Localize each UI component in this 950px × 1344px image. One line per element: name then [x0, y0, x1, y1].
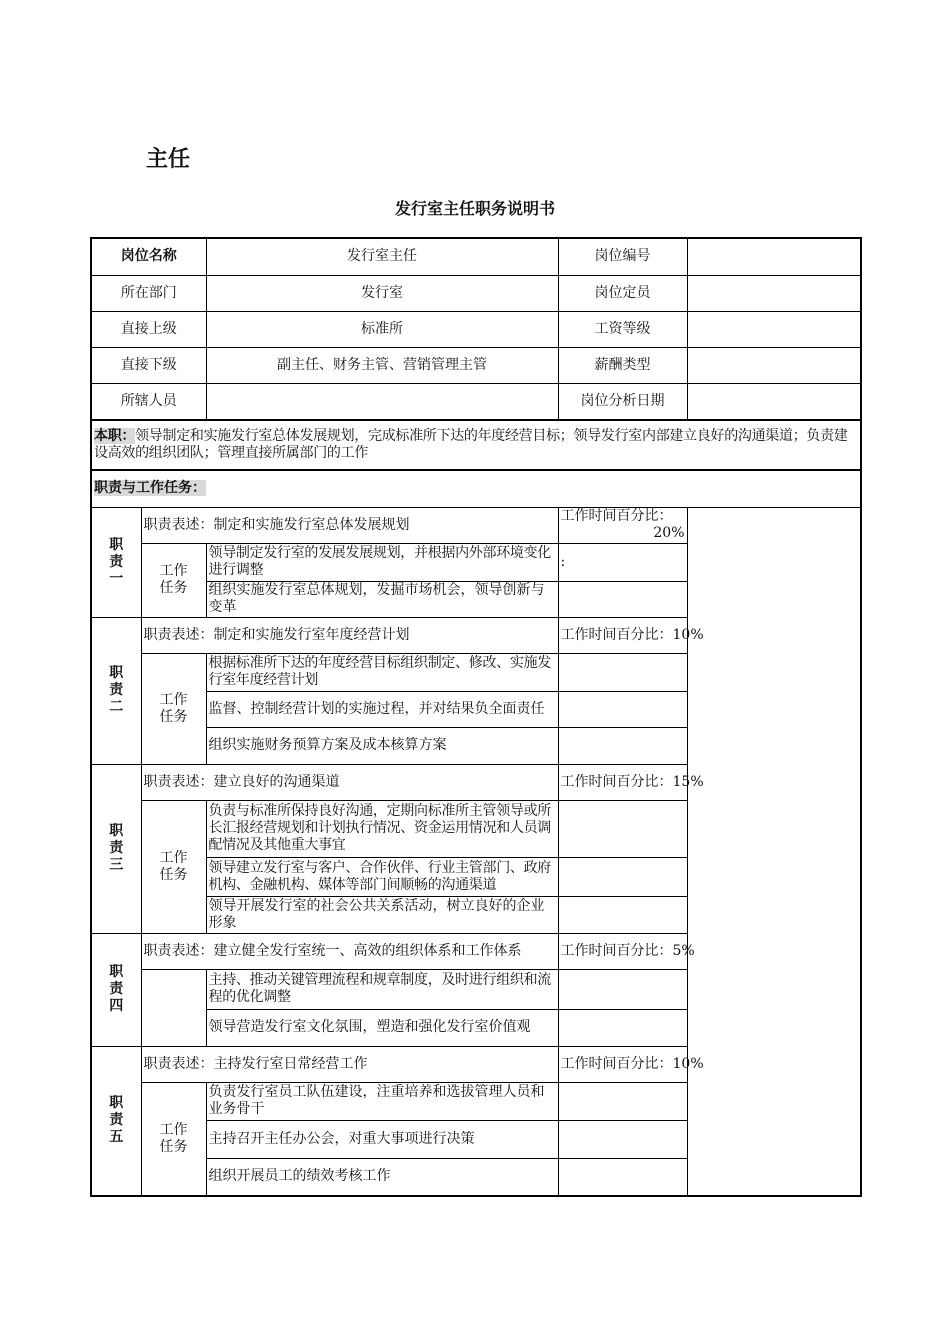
- duty-4-task-2-note: [558, 1009, 687, 1046]
- duty-5-pct-label: 工作时间百分比：: [560, 1055, 673, 1072]
- duty-5-task-3: 组织开展员工的绩效考核工作: [206, 1158, 558, 1196]
- duty-3-pct-value: 15%: [672, 773, 704, 790]
- duty-3-task-1: 负责与标准所保持良好沟通，定期向标准所主管领导或所长汇报经营规划和计划执行情况、资金运用情况和人员调配情况及其他重大事宜: [206, 800, 558, 857]
- duty-5-pct-cell: [558, 1046, 704, 1082]
- duty-3-task-2: 领导建立发行室与客户、合作伙伴、行业主管部门、政府机构、金融机构、媒体等部门间顺畅的沟通渠道: [206, 857, 558, 896]
- duty-1-pct-label: 工作时间百分比：: [560, 508, 673, 524]
- duty-2-desc-row: [91, 617, 861, 653]
- info-row-position-name: [91, 238, 861, 275]
- superior-label: 直接上级: [91, 311, 206, 347]
- dept-value: 发行室: [206, 275, 558, 311]
- duty-4-pct-label: 工作时间百分比：: [560, 942, 673, 959]
- duty-2-desc: 职责表述：制定和实施发行室年度经营计划: [141, 617, 558, 653]
- duty-1-task-row: [91, 581, 861, 617]
- duty-1-task-row: [91, 543, 861, 581]
- duty-5-task-3-note: [558, 1158, 687, 1196]
- duty-1-task-2-note: [558, 581, 687, 617]
- duty-3-task-row: [91, 857, 861, 896]
- salary-grade-value: [687, 311, 861, 347]
- duty-2-pct-label: 工作时间百分比：: [560, 626, 673, 643]
- duty-4-desc: 职责表述：建立健全发行室统一、高效的组织体系和工作体系: [141, 933, 558, 969]
- duty-3-pct-label: 工作时间百分比：: [560, 773, 673, 790]
- staffing-value: [687, 275, 861, 311]
- position-name-label: 岗位名称: [91, 238, 206, 275]
- duty-4-task-row: [91, 969, 861, 1009]
- duty-1-desc: 职责表述：制定和实施发行室总体发展规划: [141, 507, 558, 543]
- duty-5-task-row: [91, 1120, 861, 1158]
- main-duty-row: [91, 420, 861, 470]
- duty-3-tasks-label-text: 工作任务: [159, 849, 188, 883]
- duty-3-desc-row: [91, 764, 861, 800]
- position-name-value: 发行室主任: [206, 238, 558, 275]
- duty-4-task-1: 主持、推动关键管理流程和规章制度，及时进行组织和流程的优化调整: [206, 969, 558, 1009]
- duty-4-task-row: [91, 1009, 861, 1046]
- duty-2-task-row: [91, 653, 861, 691]
- duty-4-desc-row: [91, 933, 861, 969]
- info-row-staff: [91, 383, 861, 420]
- duty-5-label-text: 职责五: [109, 1095, 124, 1146]
- duty-5-tasks-label: [141, 1082, 206, 1196]
- duty-1-task-1-note: :: [558, 543, 687, 581]
- duty-2-label-text: 职责二: [109, 665, 124, 715]
- info-row-superior: [91, 311, 861, 347]
- duty-1-task-1: 领导制定发行室的发展发展规划，并根据内外部环境变化进行调整: [206, 543, 558, 581]
- duty-1-tasks-label: [141, 543, 206, 617]
- duty-4-task-2: 领导营造发行室文化氛围，塑造和强化发行室价值观: [206, 1009, 558, 1046]
- duty-3-task-3: 领导开展发行室的社会公共关系活动，树立良好的企业形象: [206, 896, 558, 933]
- duty-1-desc-row: [91, 507, 861, 543]
- duty-2-task-2: 监督、控制经营计划的实施过程，并对结果负全面责任: [206, 691, 558, 727]
- duty-3-task-row: [91, 800, 861, 857]
- duty-1-task-2: 组织实施发行室总体规划，发掘市场机会，领导创新与变革: [206, 581, 558, 617]
- duty-4-task-1-note: [558, 969, 687, 1009]
- job-description-table: [90, 237, 862, 1197]
- pay-type-label: 薪酬类型: [558, 347, 687, 383]
- subordinate-label: 直接下级: [91, 347, 206, 383]
- staff-value: [206, 383, 558, 420]
- duty-4-pct-value: 5%: [672, 942, 695, 959]
- superior-value: 标准所: [206, 311, 558, 347]
- position-no-label: 岗位编号: [558, 238, 687, 275]
- duty-1-tasks-label-text: 工作任务: [159, 563, 188, 596]
- document-title: 发行室主任职务说明书: [394, 199, 555, 218]
- duty-5-tasks-label-text: 工作任务: [159, 1121, 188, 1155]
- duty-2-task-3: 组织实施财务预算方案及成本核算方案: [206, 727, 558, 764]
- pay-type-value: [687, 347, 861, 383]
- duty-3-pct-cell: [558, 764, 704, 800]
- duty-5-label: [91, 1046, 141, 1196]
- main-duty-cell: [91, 420, 861, 470]
- duty-2-tasks-label-text: 工作任务: [159, 691, 188, 725]
- duty-3-desc: 职责表述：建立良好的沟通渠道: [141, 764, 558, 800]
- duty-5-desc: 职责表述：主持发行室日常经营工作: [141, 1046, 558, 1082]
- duty-2-task-3-note: [558, 727, 687, 764]
- duty-4-pct-cell: [558, 933, 695, 969]
- duty-3-task-1-note: [558, 800, 687, 857]
- duty-1-label: [91, 507, 141, 617]
- salary-grade-label: 工资等级: [558, 311, 687, 347]
- duty-1-label-text: 职责一: [109, 536, 124, 587]
- duty-4-label-text: 职责四: [109, 964, 124, 1014]
- main-duty-text: 领导制定和实施发行室总体发展规划，完成标准所下达的年度经营目标；领导发行室内部建立良好的沟通渠道；负责建设高效的组织团队；管理直接所属部门的工作: [94, 428, 848, 461]
- duty-1-pct-value: 20%: [653, 525, 685, 541]
- duty-4-tasks-label: [141, 969, 206, 1046]
- duty-3-task-row: [91, 896, 861, 933]
- info-row-dept: [91, 275, 861, 311]
- duty-5-task-row: [91, 1082, 861, 1120]
- analysis-date-label: 岗位分析日期: [558, 383, 687, 420]
- duty-2-pct-cell: [558, 617, 704, 653]
- duty-3-tasks-label: [141, 800, 206, 933]
- main-duty-label: 本职：: [94, 428, 136, 444]
- duty-5-task-2-note: [558, 1120, 687, 1158]
- duty-2-task-1: 根据标准所下达的年度经营目标组织制定、修改、实施发行室年度经营计划: [206, 653, 558, 691]
- analysis-date-value: [687, 383, 861, 420]
- duty-1-pct-cell: [558, 507, 687, 543]
- duty-2-label: [91, 617, 141, 764]
- duty-2-tasks-label: [141, 653, 206, 764]
- section-header-label: 职责与工作任务：: [94, 480, 206, 497]
- duty-5-task-1: 负责发行室员工队伍建设，注重培养和选拔管理人员和业务骨干: [206, 1082, 558, 1120]
- duty-5-task-row: [91, 1158, 861, 1196]
- duty-2-task-row: [91, 727, 861, 764]
- duty-3-task-3-note: [558, 896, 687, 933]
- duty-2-task-row: [91, 691, 861, 727]
- duty-4-label: [91, 933, 141, 1046]
- dept-label: 所在部门: [91, 275, 206, 311]
- duty-5-task-2: 主持召开主任办公会，对重大事项进行决策: [206, 1120, 558, 1158]
- duty-2-task-1-note: [558, 653, 687, 691]
- duty-2-task-2-note: [558, 691, 687, 727]
- duty-2-pct-value: 10%: [672, 626, 704, 643]
- section-header-row: [91, 470, 861, 507]
- staff-label: 所辖人员: [91, 383, 206, 420]
- section-header-cell: [91, 470, 861, 507]
- subordinate-value: 副主任、财务主管、营销管理主管: [206, 347, 558, 383]
- duty-5-desc-row: [91, 1046, 861, 1082]
- duty-3-label: [91, 764, 141, 933]
- duty-5-pct-value: 10%: [672, 1055, 704, 1072]
- duty-3-task-2-note: [558, 857, 687, 896]
- position-no-value: [687, 238, 861, 275]
- duty-5-task-1-note: [558, 1082, 687, 1120]
- info-row-subordinate: [91, 347, 861, 383]
- page-header: 主任: [146, 147, 191, 172]
- duty-3-label-text: 职责三: [109, 823, 124, 873]
- staffing-label: 岗位定员: [558, 275, 687, 311]
